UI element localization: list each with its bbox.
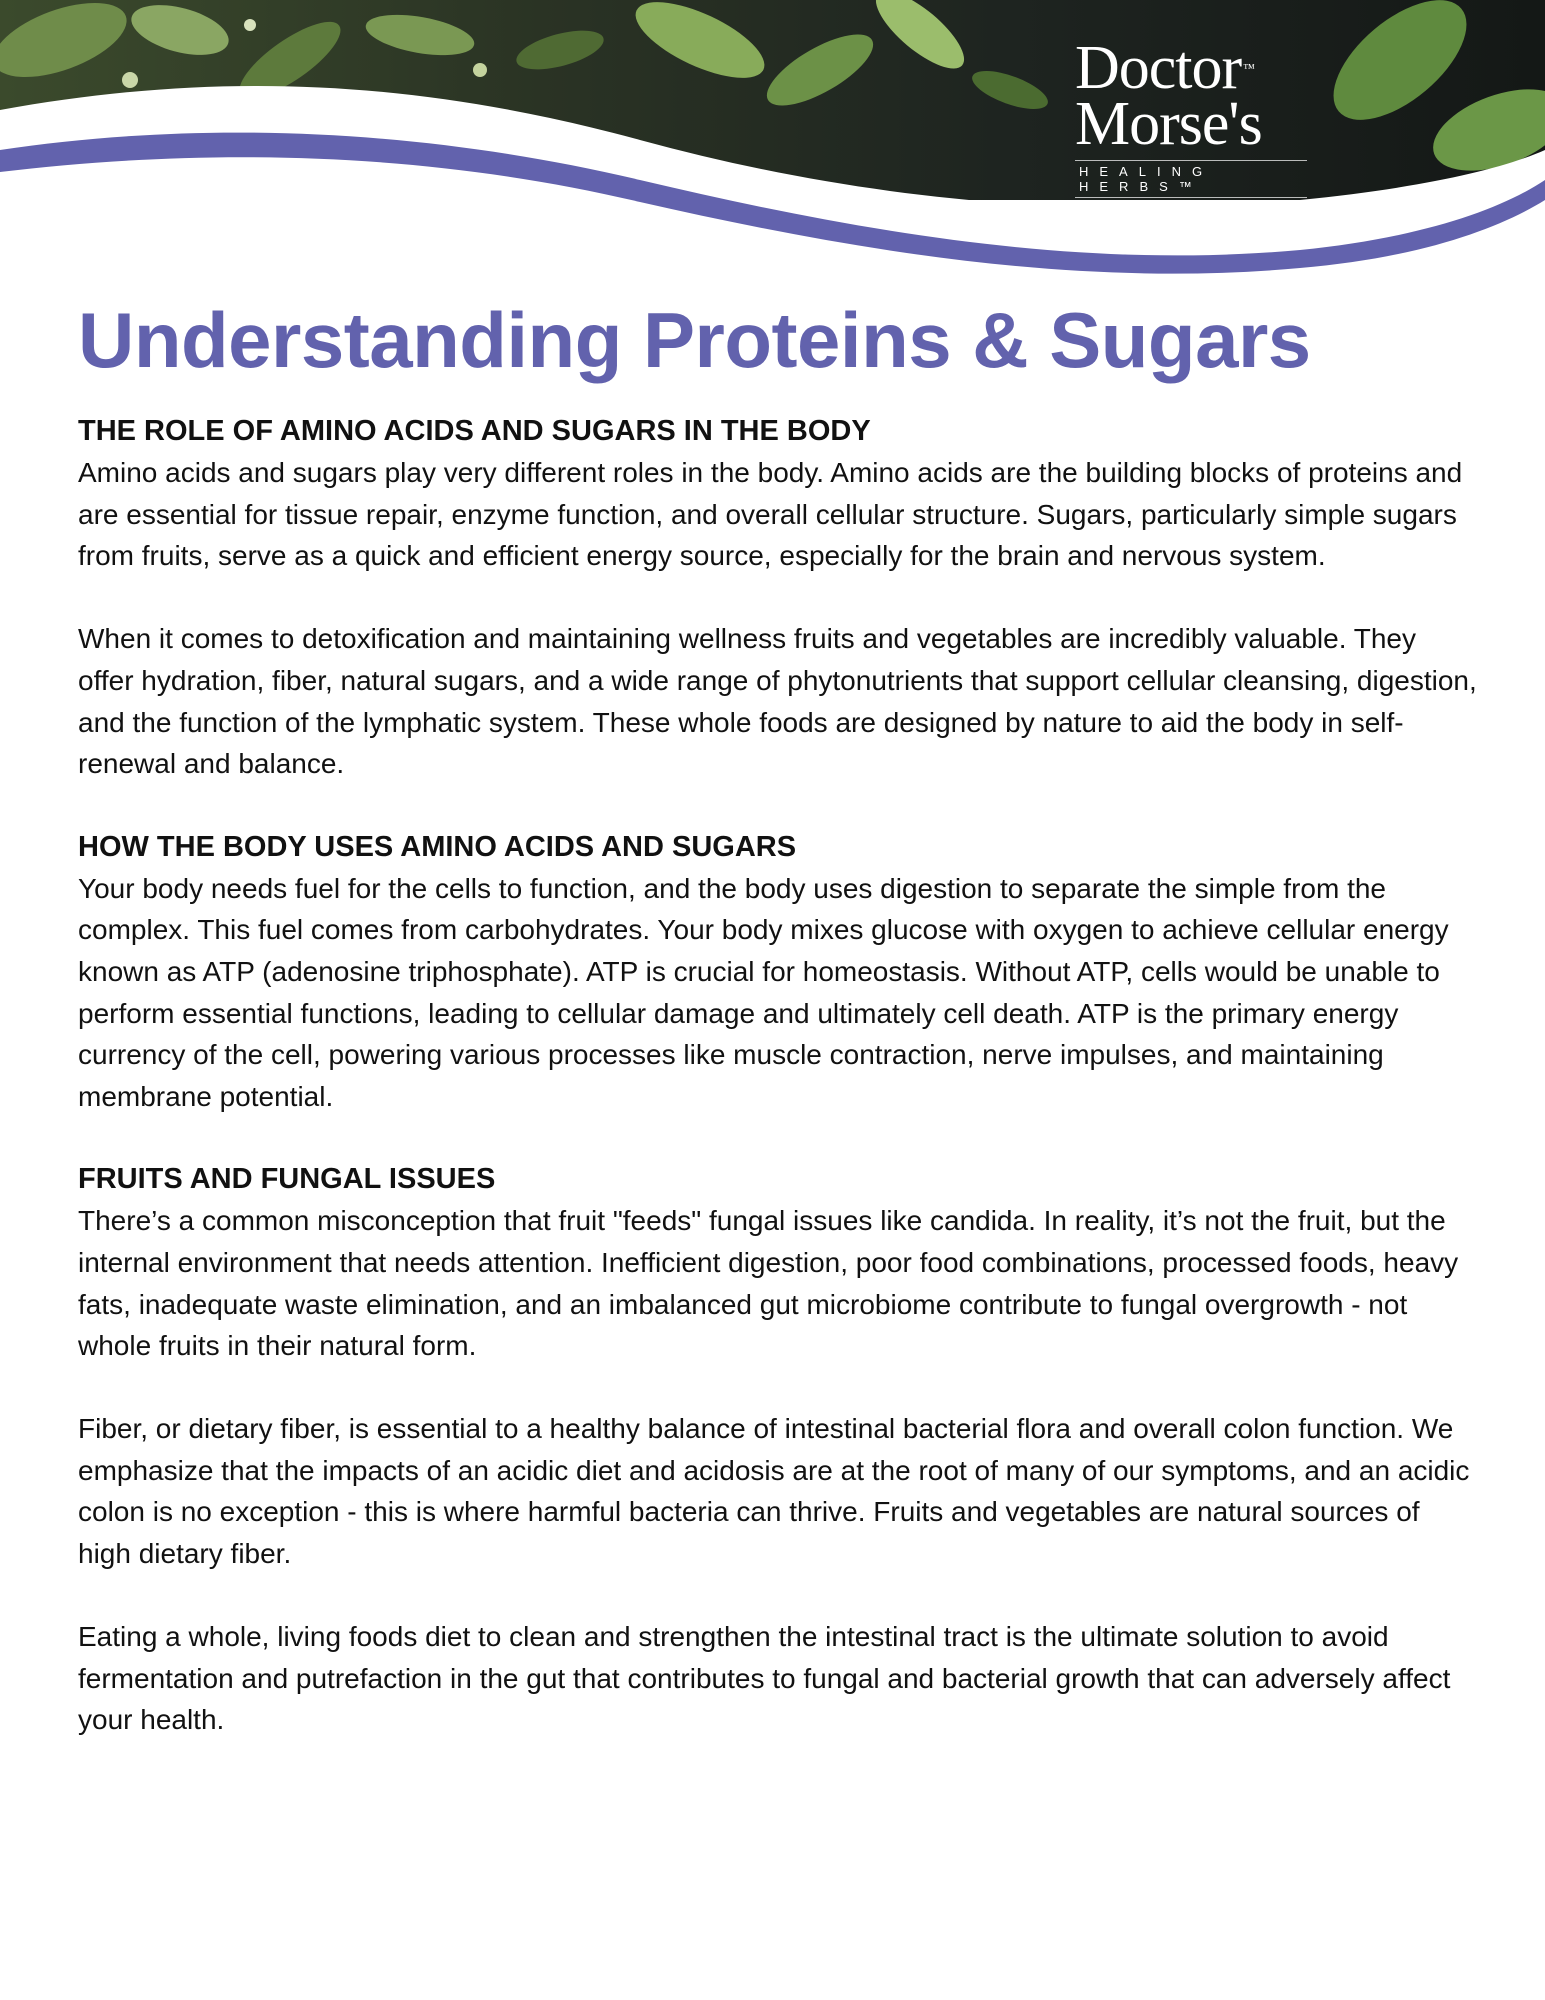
paragraph: When it comes to detoxification and maintaining wellness fruits and vegetables are incredibly valuable. They offer hydration, fiber, natural sugars, and a wide range of phytonutrients that support cellular cleansing, digestion, and the function of the lymphatic system. These whole foods are designed by nature to aid the body in self-renewal and balance. — [78, 623, 1477, 780]
paragraph: Your body needs fuel for the cells to function, and the body uses digestion to separate the simple from the complex. This fuel comes from carbohydrates. Your body mixes glucose with oxygen to achieve cellular energy known as ATP (adenosine triphosphate). ATP is crucial for homeostasis. Without ATP, cells would be unable to perform essential functions, leading to cellular damage and ultimately cell death. ATP is the primary energy currency of the cell, powering various processes like muscle contraction, nerve impulses, and maintaining membrane potential. — [78, 872, 1449, 1112]
section-how-body-uses — [78, 826, 1478, 1118]
paragraph: There’s a common misconception that fruit "feeds" fungal issues like candida. In reality, it’s not the fruit, but the internal environment that needs attention. Inefficient digestion, poor food combinations, processed foods, heavy fats, inadequate waste elimination, and an imbalanced gut microbiome contribute to fungal overgrowth - not whole fruits in their natural form. — [78, 1205, 1459, 1362]
section-fruits-fungal — [78, 1158, 1478, 1741]
document-body — [78, 292, 1478, 1741]
section-heading: HOW THE BODY USES AMINO ACIDS AND SUGARS — [78, 830, 797, 863]
paragraph: Fiber, or dietary fiber, is essential to a healthy balance of intestinal bacterial flora and overall colon function. We emphasize that the impacts of an acidic diet and acidosis are at the root of many of our symptoms, and an acidic colon is no exception - this is where harmful bacteria can thrive. Fruits and vegetables are natural sources of high dietary fiber. — [78, 1413, 1470, 1570]
logo-tagline: HEALING HERBS™ — [1075, 160, 1307, 198]
section-heading: FRUITS AND FUNGAL ISSUES — [78, 1163, 496, 1196]
paragraph: Eating a whole, living foods diet to clean and strengthen the intestinal tract is the ultimate solution to avoid fermentation and putrefaction in the gut that contributes to fungal and bacterial growth that can adversely affect your health. — [78, 1621, 1451, 1736]
page-title: Understanding Proteins & Sugars — [78, 296, 1311, 384]
doctor-morses-logo — [1075, 34, 1335, 198]
logo-word-2: Morse's — [1075, 90, 1262, 158]
logo-word-1: Doctor ™ — [1075, 34, 1254, 102]
section-heading: THE ROLE OF AMINO ACIDS AND SUGARS IN THE BODY — [78, 415, 871, 447]
header-banner — [0, 0, 1545, 300]
paragraph: Amino acids and sugars play very different roles in the body. Amino acids are the building blocks of proteins and are essential for tissue repair, enzyme function, and overall cellular structure. Sugars, particularly simple sugars from fruits, serve as a quick and efficient energy source, especially for the brain and nervous system. — [78, 457, 1463, 572]
section-role-of-amino-acids — [78, 410, 1478, 785]
